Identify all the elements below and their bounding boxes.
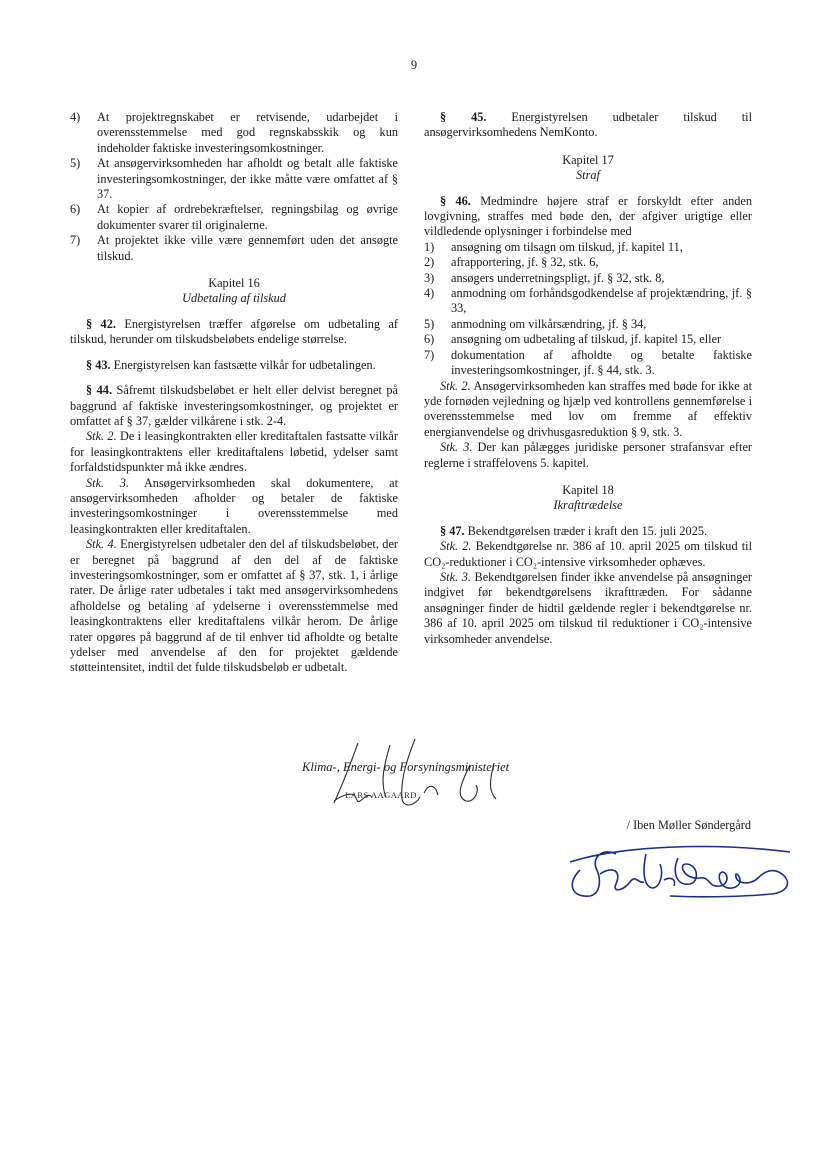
section-44-stk-4: Stk. 4. Energistyrelsen udbetaler den del af tilskudsbeløbet, der er beregnet på baggrund af den del af de faktiske investeringsomkostninger, som er omfattet af § 37, stk. 1, i årlige rater. De årlige rater udbetales i takt med ansøgervirksomhedens afholdelse og betaling af ydelserne i overensstemmelse med leasingkontraktens eller kreditaftalens vilkår herom. De årlige rater opgøres på baggrund af de til enhver tid afholdte og betalte ydelser med anvendelse af den for projektet gældende støtteintensitet, indtil det fulde tilskudsbeløb er udbetalt. bbox=[70, 537, 398, 675]
minister-signature bbox=[320, 735, 520, 815]
chapter-heading: Kapitel 17 bbox=[562, 152, 614, 167]
chapter-subtitle: Ikrafttrædelse bbox=[553, 498, 623, 513]
left-column bbox=[70, 110, 398, 676]
list-item: 7) dokumentation af afholdte og betalte faktiske investeringsomkostninger, jf. § 44, stk. 3. bbox=[424, 347, 752, 378]
chapter-subtitle: Straf bbox=[576, 168, 600, 183]
section-46-stk-2: Stk. 2. Ansøgervirksomheden kan straffes med bøde for ikke at yde fornøden vejledning og hjælp ved kontrollens gennemførelse i overensstemmelse med lov om fremme af effektiv energianvendelse og drivhusgasreduktion § 9, stk. 3. bbox=[424, 378, 752, 439]
section-47-stk-3: Stk. 3. Bekendtgørelsen finder ikke anvendelse på ansøgninger indgivet før bekendtgørelsens ikrafttræden. For sådanne ansøgninger finder de hidtil gældende regler i bekendtgørelse nr. 386 af 10. april 2025 om tilskud til reduktioner i CO₂-intensive virksomheder anvendelse. bbox=[424, 569, 752, 646]
list-item: 1) ansøgning om tilsagn om tilskud, jf. kapitel 11, bbox=[424, 239, 683, 254]
section-44: § 44. Såfremt tilskudsbeløbet er helt eller delvist beregnet på baggrund af faktiske investeringsomkostninger, og projektet er omfattet af § 37, gælder vilkårene i stk. 2-4. bbox=[70, 383, 399, 428]
section-43: § 43. Energistyrelsen kan fastsætte vilkår for udbetalingen. bbox=[86, 357, 376, 372]
ministry-name: Klima-, Energi- og Forsyningsministeriet bbox=[302, 760, 510, 774]
official-signature bbox=[560, 834, 810, 904]
list-item: 6) ansøgning om udbetaling af tilskud, jf. kapitel 15, eller bbox=[424, 332, 722, 347]
official-name: / Iben Møller Søndergård bbox=[626, 818, 751, 832]
chapter-subtitle: Udbetaling af tilskud bbox=[182, 291, 286, 306]
list-item: 5) At ansøgervirksomheden har afholdt og betalt alle faktiske investeringsomkostninger, der ikke måtte være omfattet af § 37. bbox=[70, 156, 398, 202]
list-item: 6) At kopier af ordrebekræftelser, regningsbilag og øvrige dokumenter svarer til originalerne. bbox=[70, 202, 398, 232]
list-item: 7) At projektet ikke ville være gennemført uden det ansøgte tilskud. bbox=[70, 233, 398, 263]
right-column bbox=[424, 110, 752, 647]
chapter-heading: Kapitel 18 bbox=[562, 482, 614, 497]
section-46-stk-3: Stk. 3. Der kan pålægges juridiske personer strafansvar efter reglerne i straffelovens 5. kapitel. bbox=[424, 440, 752, 470]
section-42: § 42. Energistyrelsen træffer afgørelse om udbetaling af tilskud, herunder om tilskudsbeløbets endelige størrelse. bbox=[70, 316, 399, 347]
section-45: § 45. Energistyrelsen udbetaler tilskud til ansøgervirksomhedens NemKonto. bbox=[424, 110, 752, 140]
minister-name: LARS AAGAARD bbox=[345, 790, 417, 800]
list-item: 4) anmodning om forhåndsgodkendelse af projektændring, jf. § 33, bbox=[424, 286, 752, 316]
section-46: § 46. Medmindre højere straf er forskyldt efter anden lovgivning, straffes med bøde den, der afgiver urigtige eller vildledende oplysninger i forbindelse med bbox=[424, 193, 752, 239]
chapter-heading: Kapitel 16 bbox=[208, 276, 260, 291]
list-item: 5) anmodning om vilkårsændring, jf. § 34, bbox=[424, 316, 647, 331]
page-number: 9 bbox=[410, 58, 418, 72]
section-44-stk-2: Stk. 2. De i leasingkontrakten eller kreditaftalen fastsatte vilkår for leasingkontraktens eller kreditaftalens løbetid, ydelser samt forfaldstidspunkter må ikke ændres. bbox=[70, 429, 398, 475]
list-item: 3) ansøgers underretningspligt, jf. § 32, stk. 8, bbox=[424, 270, 665, 285]
section-47: § 47. Bekendtgørelsen træder i kraft den 15. juli 2025. bbox=[440, 523, 708, 538]
list-item: 4) At projektregnskabet er retvisende, udarbejdet i overensstemmelse med god regnskabsskik og kun indeholder faktiske investeringsomkostninger. bbox=[70, 110, 398, 155]
section-47-stk-2: Stk. 2. Bekendtgørelse nr. 386 af 10. april 2025 om tilskud til CO₂-reduktioner i CO₂-intensive virksomheder ophæves. bbox=[424, 539, 752, 569]
section-44-stk-3: Stk. 3. Ansøgervirksomheden skal dokumentere, at ansøgervirksomheden afholder og betaler de faktiske investeringsomkostninger i overensstemmelse med leasingkontrakten eller kreditaftalen. bbox=[70, 475, 398, 536]
list-item: 2) afrapportering, jf. § 32, stk. 6, bbox=[424, 255, 599, 270]
